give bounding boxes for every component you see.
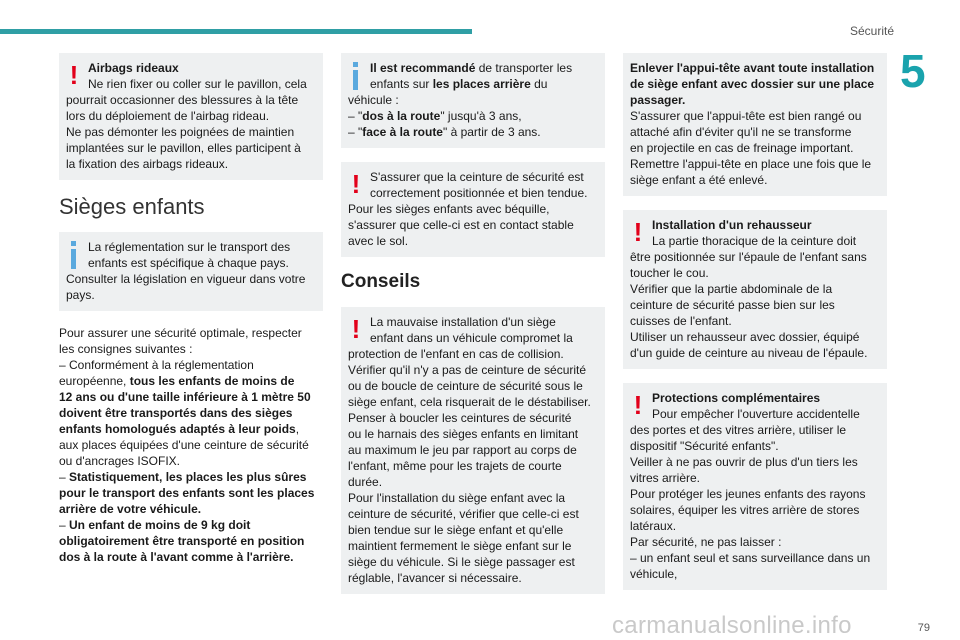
text-line: – Statistiquement, les places les plus sûres — [59, 470, 307, 484]
page-number: 79 — [917, 622, 930, 634]
text-line: enfant dans un véhicule compromet la — [370, 331, 573, 345]
text-line: La réglementation sur le transport des — [88, 240, 291, 254]
text-line: la fixation des airbags rideaux. — [66, 157, 229, 171]
section-title: Sécurité — [849, 24, 894, 38]
section-heading: Sièges enfants — [59, 194, 205, 219]
text-line: – Conformément à la réglementation — [59, 358, 254, 372]
text-line: en projectile en cas de freinage important. — [630, 141, 854, 155]
info-icon — [66, 241, 82, 269]
text-line: ou le harnais des sièges enfants en limitant — [348, 427, 579, 441]
text-line: protection de l'enfant en cas de collision. — [348, 347, 564, 361]
info-icon — [348, 62, 364, 90]
text-line: 12 ans ou d'une taille inférieure à 1 mètre 50 — [59, 390, 311, 404]
text-line: Pour empêcher l'ouverture accidentelle — [652, 407, 860, 421]
warning-icon: ! — [633, 390, 643, 420]
text-line: attaché afin d'éviter qu'il ne se transforme — [630, 125, 852, 139]
text-line: siège enfant, cela risquerait de le déstabiliser. — [348, 395, 591, 409]
text-line: dos à la route à l'avant comme à l'arrière. — [59, 550, 294, 564]
text-line: pays. — [66, 288, 95, 302]
text-line: arrière de votre véhicule. — [59, 502, 202, 516]
body-paragraph — [59, 325, 323, 565]
text-line: lors du déploiement de l'airbag rideau. — [66, 109, 270, 123]
text-line: réglable, l'avancer si nécessaire. — [348, 571, 522, 585]
text-line: – un enfant seul et sans surveillance dans un — [630, 551, 871, 565]
text-line: européenne, tous les enfants de moins de — [59, 374, 295, 388]
warning-title: Protections complémentaires — [652, 391, 821, 405]
text-line: passager. — [630, 93, 686, 107]
warning-belt — [341, 162, 605, 257]
info-regulation — [59, 232, 323, 311]
header-accent-bar — [0, 29, 472, 34]
text-line: pour le transport des enfants sont les places — [59, 486, 315, 500]
text-line: ceinture de sécurité, vérifier que celle-ci est — [348, 507, 579, 521]
text-line: véhicule, — [630, 567, 678, 581]
text-line: – Un enfant de moins de 9 kg doit — [59, 518, 251, 532]
text-line: aux places équipées d'une ceinture de sécurité — [59, 438, 309, 452]
warning-booster — [623, 210, 887, 369]
text-line: Vérifier que la partie abdominale de la — [630, 282, 833, 296]
info-recommendation — [341, 53, 605, 148]
text-line: s'assurer que celle-ci est en contact stable — [348, 218, 574, 232]
text-line: Enlever l'appui-tête avant toute installation — [630, 61, 875, 75]
text-line: dispositif "Sécurité enfants". — [630, 439, 779, 453]
text-line: des portes et des vitres arrière, utiliser le — [630, 423, 847, 437]
text-line: Consulter la législation en vigueur dans votre — [66, 272, 306, 286]
text-line: obligatoirement être transporté en position — [59, 534, 305, 548]
warning-title: Installation d'un rehausseur — [652, 218, 812, 232]
warning-icon: ! — [69, 60, 79, 90]
text-line: La mauvaise installation d'un siège — [370, 315, 556, 329]
text-line: Penser à boucler les ceintures de sécurité — [348, 411, 572, 425]
text-line: l'enfant, même pour les trajets de courte — [348, 459, 562, 473]
text-line: La partie thoracique de la ceinture doit — [652, 234, 857, 248]
text-line: – "dos à la route" jusqu'à 3 ans, — [348, 109, 522, 123]
warning-airbags — [59, 53, 323, 180]
text-line: véhicule : — [348, 93, 399, 107]
text-line: avec le sol. — [348, 234, 409, 248]
warning-icon: ! — [633, 217, 643, 247]
text-line: bien tendue sur le siège enfant et qu'elle — [348, 523, 564, 537]
watermark: carmanualsonline.info — [612, 612, 852, 639]
text-line: Veiller à ne pas ouvrir de plus d'un tiers les — [630, 455, 858, 469]
text-line: ceinture de sécurité passe bien sur les — [630, 298, 835, 312]
text-line: ou de boucle de ceinture de sécurité sous le — [348, 379, 583, 393]
text-line: S'assurer que l'appui-tête est bien rangé ou — [630, 109, 862, 123]
text-line: durée. — [348, 475, 383, 489]
text-line: Ne rien fixer ou coller sur le pavillon, cela — [88, 77, 307, 91]
text-line: Utiliser un rehausseur avec dossier, équipé — [630, 330, 860, 344]
text-line: Pour assurer une sécurité optimale, respecter — [59, 326, 302, 340]
warning-protections — [623, 383, 887, 590]
text-line: doivent être transportés dans des sièges — [59, 406, 293, 420]
warning-advice — [341, 307, 605, 594]
text-line: être positionnée sur l'épaule de l'enfant sans — [630, 250, 867, 264]
text-line: toucher le cou. — [630, 266, 709, 280]
column-2 — [341, 53, 605, 608]
text-line: Il est recommandé de transporter les — [370, 61, 573, 75]
warning-title: Airbags rideaux — [88, 61, 179, 75]
text-line: Pour les sièges enfants avec béquille, — [348, 202, 550, 216]
text-line: Remettre l'appui-tête en place une fois que le — [630, 157, 872, 171]
text-line: siège du véhicule. Si le siège passager est — [348, 555, 575, 569]
text-line: maintient fermement le siège enfant sur le — [348, 539, 572, 553]
column-3 — [623, 53, 887, 604]
chapter-number: 5 — [900, 45, 926, 97]
warning-icon: ! — [351, 314, 361, 344]
note-headrest — [623, 53, 887, 196]
warning-icon: ! — [351, 169, 361, 199]
text-line: – "face à la route" à partir de 3 ans. — [348, 125, 541, 139]
text-line: enfants homologués adaptés à leur poids, — [59, 422, 300, 436]
text-line: Vérifier qu'il n'y a pas de ceinture de sécurité — [348, 363, 587, 377]
text-line: cuisses de l'enfant. — [630, 314, 732, 328]
text-line: Pour l'installation du siège enfant avec la — [348, 491, 566, 505]
text-line: de siège enfant avec dossier sur une place — [630, 77, 875, 91]
text-line: enfants est spécifique à chaque pays. — [88, 256, 289, 270]
text-line: enfants sur les places arrière du — [370, 77, 548, 91]
text-line: Par sécurité, ne pas laisser : — [630, 535, 782, 549]
text-line: solaires, équiper les vitres arrière de stores — [630, 503, 860, 517]
text-line: au maximum le jeu par rapport au corps de — [348, 443, 577, 457]
text-line: latéraux. — [630, 519, 677, 533]
text-line: ou d'ancrages ISOFIX. — [59, 454, 181, 468]
text-line: correctement positionnée et bien tendue. — [370, 186, 588, 200]
text-line: implantées sur le pavillon, elles participent à — [66, 141, 301, 155]
text-line: Pour protéger les jeunes enfants des rayons — [630, 487, 866, 501]
section-heading: Conseils — [341, 271, 421, 292]
text-line: S'assurer que la ceinture de sécurité est — [370, 170, 584, 184]
column-1 — [59, 53, 323, 565]
text-line: les consignes suivantes : — [59, 342, 193, 356]
text-line: Ne pas démonter les poignées de maintien — [66, 125, 295, 139]
text-line: pourrait occasionner des blessures à la tête — [66, 93, 299, 107]
text-line: siège enfant a été enlevé. — [630, 173, 768, 187]
text-line: vitres arrière. — [630, 471, 701, 485]
text-line: d'un guide de ceinture au niveau de l'épaule. — [630, 346, 868, 360]
